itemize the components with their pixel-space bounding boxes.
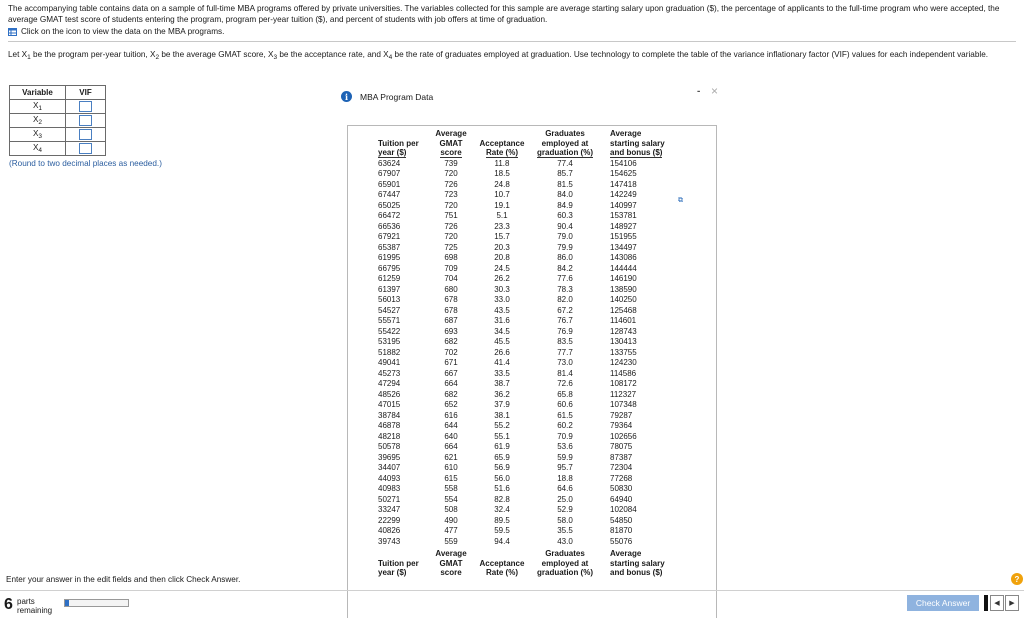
- table-cell: 65.8: [557, 389, 573, 399]
- table-cell: 704: [444, 274, 458, 283]
- table-cell: 38.1: [494, 410, 510, 420]
- table-cell: 61259: [378, 274, 401, 283]
- table-cell: 124230: [610, 358, 637, 367]
- table-cell: 151955: [610, 232, 637, 241]
- table-cell: 90.4: [557, 221, 573, 231]
- table-cell: 43.5: [494, 305, 510, 315]
- table-cell: 693: [444, 326, 458, 336]
- vif-header-vif: VIF: [66, 86, 106, 100]
- table-cell: 51882: [378, 347, 401, 357]
- table-cell: 84.9: [557, 200, 573, 210]
- table-cell: 45273: [378, 368, 401, 378]
- table-cell: 67.2: [557, 305, 573, 315]
- table-cell: 15.7: [494, 232, 510, 241]
- next-button[interactable]: ▶: [1005, 595, 1019, 611]
- table-cell: 682: [444, 389, 458, 399]
- table-cell: 138590: [610, 284, 637, 294]
- table-cell: 143086: [610, 253, 637, 262]
- table-cell: 477: [444, 526, 458, 535]
- table-cell: 19.1: [494, 200, 510, 210]
- table-cell: 24.8: [494, 179, 510, 189]
- table-cell: 82.8: [494, 494, 510, 504]
- table-cell: 55076: [610, 536, 633, 546]
- table-cell: 84.2: [557, 263, 573, 273]
- table-cell: 667: [444, 368, 458, 378]
- table-cell: 33247: [378, 505, 401, 514]
- data-popup: [333, 83, 730, 618]
- table-cell: 46878: [378, 421, 401, 430]
- table-row: [378, 400, 670, 411]
- table-cell: 61397: [378, 284, 401, 294]
- table-cell: 23.3: [494, 221, 510, 231]
- table-cell: 67921: [378, 232, 401, 241]
- table-cell: 67907: [378, 169, 401, 178]
- table-cell: 33.0: [494, 295, 510, 304]
- table-cell: 739: [444, 158, 458, 168]
- table-cell: 24.5: [494, 263, 510, 273]
- table-cell: 65025: [378, 200, 401, 210]
- table-cell: 154106: [610, 158, 637, 168]
- table-cell: 490: [444, 515, 458, 525]
- table-icon[interactable]: [8, 28, 17, 36]
- table-cell: 39743: [378, 536, 401, 546]
- table-row: [378, 190, 670, 201]
- table-cell: 50578: [378, 442, 401, 451]
- table-row: [378, 463, 670, 474]
- table-cell: 33.5: [494, 368, 510, 378]
- table-cell: 50271: [378, 494, 401, 504]
- table-cell: 130413: [610, 337, 637, 346]
- table-row: [378, 306, 670, 317]
- table-cell: 95.7: [557, 463, 573, 472]
- table-cell: 66472: [378, 211, 401, 220]
- table-row: [378, 411, 670, 422]
- table-cell: 34407: [378, 463, 401, 472]
- table-cell: 67447: [378, 190, 401, 199]
- table-cell: 35.5: [557, 526, 573, 535]
- table-cell: 664: [444, 442, 458, 451]
- table-cell: 55422: [378, 326, 401, 336]
- table-cell: 40826: [378, 526, 401, 535]
- table-cell: 61.5: [557, 410, 573, 420]
- table-cell: 146190: [610, 274, 637, 283]
- table-cell: 147418: [610, 179, 637, 189]
- table-cell: 78.3: [557, 284, 573, 294]
- table-row: [378, 337, 670, 348]
- column-header: Average GMAT score: [435, 129, 467, 157]
- table-cell: 55.2: [494, 421, 510, 430]
- table-cell: 725: [444, 242, 458, 252]
- table-row: [378, 390, 670, 401]
- table-cell: 37.9: [494, 400, 510, 409]
- table-cell: 644: [444, 421, 458, 430]
- table-cell: 83.5: [557, 337, 573, 346]
- table-footer-row: [378, 547, 670, 579]
- column-header: Tuition per year ($): [378, 138, 419, 157]
- table-cell: 79364: [610, 421, 633, 430]
- table-row: [378, 253, 670, 264]
- table-row: [378, 505, 670, 516]
- table-cell: 65387: [378, 242, 401, 252]
- table-cell: 66795: [378, 263, 401, 273]
- table-cell: 55571: [378, 316, 401, 325]
- table-cell: 47294: [378, 379, 401, 388]
- table-row: [378, 232, 670, 243]
- table-cell: 77.6: [557, 274, 573, 283]
- table-cell: 20.3: [494, 242, 510, 252]
- table-cell: 65.9: [494, 452, 510, 462]
- table-cell: 39695: [378, 452, 401, 462]
- column-footer: Average GMAT score: [435, 549, 467, 577]
- column-footer: Acceptance Rate (%): [479, 558, 525, 577]
- vif-variable: $X_3$: [10, 128, 66, 142]
- table-cell: 32.4: [494, 505, 510, 514]
- table-cell: 559: [444, 536, 458, 546]
- table-row: [378, 180, 670, 191]
- table-cell: 140997: [610, 200, 637, 210]
- table-cell: 678: [444, 295, 458, 304]
- table-cell: 554: [444, 494, 458, 504]
- table-row: [378, 316, 670, 327]
- table-cell: 55.1: [494, 431, 510, 441]
- table-cell: 144444: [610, 263, 637, 273]
- rounding-note: (Round to two decimal places as needed.): [9, 159, 162, 168]
- table-cell: 18.5: [494, 169, 510, 178]
- table-cell: 5.1: [496, 211, 508, 220]
- table-cell: 78075: [610, 442, 633, 451]
- copy-icon[interactable]: ⧉: [678, 197, 683, 204]
- table-cell: 79.0: [557, 232, 573, 241]
- table-cell: 54850: [610, 515, 633, 525]
- table-cell: 652: [444, 400, 458, 409]
- table-row: [378, 243, 670, 254]
- vif-row: [10, 128, 106, 142]
- table-row: [378, 222, 670, 233]
- table-cell: 134497: [610, 242, 637, 252]
- check-answer-button[interactable]: Check Answer: [907, 595, 979, 611]
- table-cell: 86.0: [557, 253, 573, 262]
- table-cell: 77.7: [557, 347, 573, 357]
- table-cell: 25.0: [557, 494, 573, 504]
- table-cell: 26.2: [494, 274, 510, 283]
- parts-label: parts remaining: [17, 597, 53, 615]
- column-header: Average starting salary and bonus ($): [610, 129, 665, 157]
- table-cell: 720: [444, 169, 458, 178]
- table-cell: 58.0: [557, 515, 573, 525]
- table-cell: 82.0: [557, 295, 573, 304]
- vif-input-x4[interactable]: [79, 143, 92, 154]
- table-cell: 44093: [378, 473, 401, 483]
- table-cell: 43.0: [557, 536, 573, 546]
- question-text: Let $X_1$ be the program per-year tuition, $X_2$ be the average GMAT score, $X_3$ be the acceptance rate, and $X_4$ be the rate of graduates employed at graduation. Use technology to complete the table of the variance inflationary factor (VIF) values for each independent variable.: [8, 50, 989, 61]
- table-cell: 702: [444, 347, 458, 357]
- table-cell: 680: [444, 284, 458, 294]
- table-cell: 30.3: [494, 284, 510, 294]
- table-row: [378, 442, 670, 453]
- intro-text: The accompanying table contains data on a sample of full-time MBA programs offered by private universities. The variables collected for this sample are average starting salary upon graduation ($), the percentage of applicants to the full-time program who were accepted, the average GMAT test score of students entering the program, program per-year tuition ($), and percent of students with job offers at time of graduation.: [8, 4, 1000, 24]
- table-cell: 45.5: [494, 337, 510, 346]
- table-cell: 20.8: [494, 253, 510, 262]
- table-row: [378, 474, 670, 485]
- table-row: [378, 495, 670, 506]
- table-cell: 682: [444, 337, 458, 346]
- table-cell: 52.9: [557, 505, 573, 514]
- table-cell: 61.9: [494, 442, 510, 451]
- table-cell: 610: [444, 463, 458, 472]
- table-row: [378, 537, 670, 548]
- table-row: [378, 421, 670, 432]
- table-cell: 128743: [610, 326, 637, 336]
- table-cell: 79287: [610, 410, 633, 420]
- table-cell: 678: [444, 305, 458, 315]
- data-link-text[interactable]: Click on the icon to view the data on the MBA programs.: [21, 27, 225, 36]
- table-cell: 73.0: [557, 358, 573, 367]
- table-cell: 56013: [378, 295, 401, 304]
- table-cell: 142249: [610, 190, 637, 199]
- vif-variable: $X_1$: [10, 100, 66, 114]
- table-cell: 64.6: [557, 484, 573, 493]
- vif-input-x1[interactable]: [79, 101, 92, 112]
- table-cell: 60.6: [557, 400, 573, 409]
- table-cell: 38784: [378, 410, 401, 420]
- table-row: [378, 484, 670, 495]
- table-cell: 84.0: [557, 190, 573, 199]
- table-cell: 133755: [610, 347, 637, 357]
- table-cell: 48218: [378, 431, 401, 441]
- table-cell: 616: [444, 410, 458, 420]
- table-cell: 81.4: [557, 368, 573, 378]
- table-cell: 558: [444, 484, 458, 493]
- table-cell: 125468: [610, 305, 637, 315]
- vif-row: [10, 142, 106, 156]
- table-cell: 726: [444, 179, 458, 189]
- table-cell: 114601: [610, 316, 637, 325]
- table-row: [378, 169, 670, 180]
- table-cell: 49041: [378, 358, 401, 367]
- table-cell: 102656: [610, 431, 637, 441]
- table-cell: 61995: [378, 253, 401, 262]
- table-row: [378, 159, 670, 170]
- data-link[interactable]: [8, 27, 224, 37]
- table-row: [378, 327, 670, 338]
- table-cell: 154625: [610, 169, 637, 178]
- table-cell: 81870: [610, 526, 633, 535]
- table-cell: 40983: [378, 484, 401, 493]
- table-cell: 38.7: [494, 379, 510, 388]
- table-cell: 81.5: [557, 179, 573, 189]
- table-row: [378, 369, 670, 380]
- table-cell: 687: [444, 316, 458, 325]
- table-cell: 153781: [610, 211, 637, 220]
- table-cell: 76.7: [557, 316, 573, 325]
- parts-count: 6: [4, 596, 13, 613]
- progress-fill: [65, 600, 69, 606]
- table-cell: 59.9: [557, 452, 573, 462]
- instruction-text: Enter your answer in the edit fields and then click Check Answer.: [6, 575, 241, 584]
- table-cell: 720: [444, 200, 458, 210]
- table-cell: 77268: [610, 473, 633, 483]
- table-cell: 41.4: [494, 358, 510, 367]
- table-cell: 47015: [378, 400, 401, 409]
- table-row: [378, 432, 670, 443]
- table-cell: 615: [444, 473, 458, 483]
- table-cell: 11.8: [494, 158, 510, 168]
- table-cell: 87387: [610, 452, 633, 462]
- table-cell: 140250: [610, 295, 637, 304]
- vif-row: [10, 100, 106, 114]
- table-cell: 664: [444, 379, 458, 388]
- table-cell: 723: [444, 190, 458, 199]
- mba-data-table: [378, 129, 670, 579]
- table-row: [378, 201, 670, 212]
- progress-bar: [64, 599, 129, 607]
- table-cell: 51.6: [494, 484, 510, 493]
- table-cell: 89.5: [494, 515, 510, 525]
- table-cell: 698: [444, 253, 458, 262]
- table-cell: 102084: [610, 505, 637, 514]
- table-cell: 26.6: [494, 347, 510, 357]
- table-row: [378, 285, 670, 296]
- table-cell: 54527: [378, 305, 401, 315]
- nav-divider: [984, 595, 988, 611]
- table-cell: 53195: [378, 337, 401, 346]
- table-cell: 56.0: [494, 473, 510, 483]
- table-row: [378, 516, 670, 527]
- table-row: [378, 379, 670, 390]
- table-row: [378, 348, 670, 359]
- vif-variable: $X_4$: [10, 142, 66, 156]
- table-cell: 107348: [610, 400, 637, 409]
- table-cell: 148927: [610, 221, 637, 231]
- table-cell: 108172: [610, 379, 637, 388]
- table-cell: 751: [444, 211, 458, 220]
- table-cell: 50830: [610, 484, 633, 493]
- column-footer: Graduates employed at graduation (%): [537, 549, 593, 577]
- vif-table: [9, 85, 106, 156]
- table-cell: 66536: [378, 221, 401, 231]
- table-row: [378, 453, 670, 464]
- table-cell: 726: [444, 221, 458, 231]
- vif-row: [10, 114, 106, 128]
- table-cell: 85.7: [557, 169, 573, 178]
- table-cell: 34.5: [494, 326, 510, 336]
- table-cell: 72304: [610, 463, 633, 472]
- table-cell: 10.7: [494, 190, 510, 199]
- table-cell: 22299: [378, 515, 401, 525]
- column-header: Graduates employed at graduation (%): [537, 129, 593, 157]
- table-row: [378, 526, 670, 537]
- table-cell: 31.6: [494, 316, 510, 325]
- table-cell: 94.4: [494, 536, 510, 546]
- table-cell: 72.6: [557, 379, 573, 388]
- info-icon: i: [341, 91, 352, 102]
- divider: [8, 41, 1016, 42]
- table-cell: 63624: [378, 158, 401, 168]
- minimize-button[interactable]: -: [697, 86, 701, 97]
- table-cell: 48526: [378, 389, 401, 399]
- help-icon[interactable]: ?: [1011, 573, 1023, 585]
- table-cell: 640: [444, 431, 458, 441]
- table-cell: 70.9: [557, 431, 573, 441]
- footer-divider: [0, 590, 1024, 591]
- table-cell: 76.9: [557, 326, 573, 336]
- column-header: Acceptance Rate (%): [479, 138, 525, 157]
- table-cell: 720: [444, 232, 458, 241]
- table-row: [378, 274, 670, 285]
- table-cell: 709: [444, 263, 458, 273]
- vif-input-x3[interactable]: [79, 129, 92, 140]
- table-cell: 112327: [610, 389, 637, 399]
- table-header-row: [378, 129, 670, 159]
- table-cell: 79.9: [557, 242, 573, 252]
- vif-input-x2[interactable]: [79, 115, 92, 126]
- table-row: [378, 211, 670, 222]
- table-cell: 53.6: [557, 442, 573, 451]
- table-cell: 60.3: [557, 211, 573, 220]
- table-cell: 65901: [378, 179, 401, 189]
- close-button[interactable]: ×: [711, 84, 719, 98]
- table-row: [378, 295, 670, 306]
- table-cell: 114586: [610, 368, 637, 378]
- data-scroll-area[interactable]: [347, 125, 717, 618]
- table-cell: 56.9: [494, 463, 510, 472]
- popup-title: i MBA Program Data: [341, 91, 433, 102]
- vif-variable: $X_2$: [10, 114, 66, 128]
- table-cell: 36.2: [494, 389, 510, 399]
- table-row: [378, 358, 670, 369]
- table-cell: 59.5: [494, 526, 510, 535]
- table-cell: 621: [444, 452, 458, 462]
- table-cell: 671: [444, 358, 458, 367]
- vif-header-variable: Variable: [10, 86, 66, 100]
- table-cell: 508: [444, 505, 458, 514]
- table-row: [378, 264, 670, 275]
- table-cell: 60.2: [557, 421, 573, 430]
- table-cell: 64940: [610, 494, 633, 504]
- column-footer: Average starting salary and bonus ($): [610, 549, 665, 577]
- prev-button[interactable]: ◀: [990, 595, 1004, 611]
- column-footer: Tuition per year ($): [378, 558, 419, 577]
- table-cell: 18.8: [557, 473, 573, 483]
- table-cell: 77.4: [557, 158, 573, 168]
